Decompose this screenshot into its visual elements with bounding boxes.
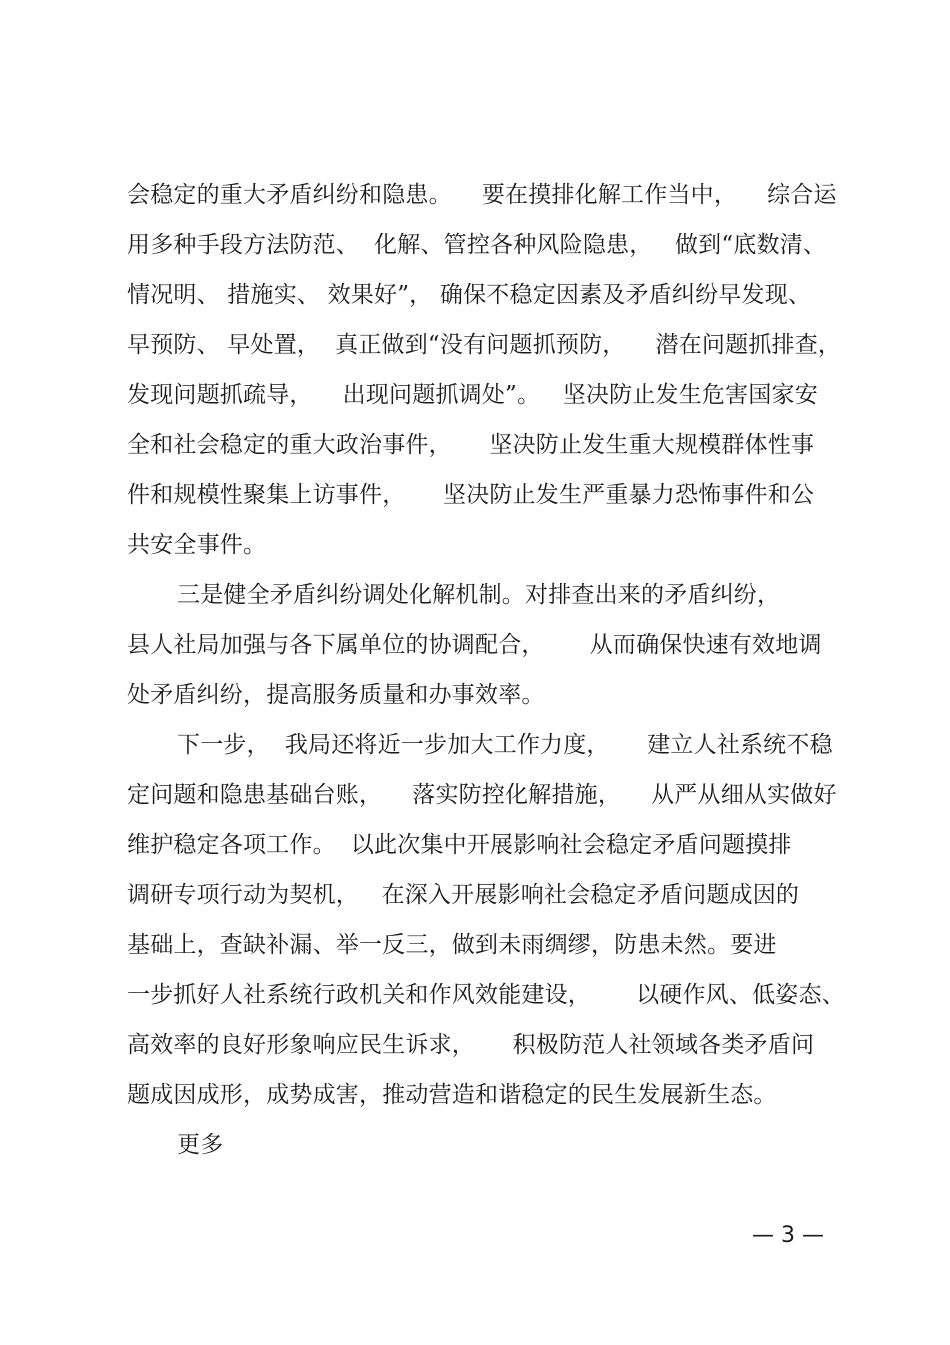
body-line: 发现问题抓疏导， 出现问题抓调处”。 坚决防止发生危害国家安 [127, 382, 818, 408]
body-line: 会稳定的重大矛盾纠纷和隐患。 要在摸排化解工作当中， 综合运 [127, 182, 837, 208]
body-line: 调研专项行动为契机， 在深入开展影响社会稳定矛盾问题成因的 [127, 882, 800, 908]
page-number: — 3 — [752, 1223, 824, 1248]
paragraph-start-line: 三是健全矛盾纠纷调处化解机制。对排查出来的矛盾纠纷， [177, 582, 781, 608]
body-line: 维护稳定各项工作。 以此次集中开展影响社会稳定矛盾问题摸排 [127, 832, 792, 858]
body-line: 高效率的良好形象响应民生诉求， 积极防范人社领域各类矛盾问 [127, 1032, 815, 1058]
more-text: 更多 [177, 1132, 224, 1158]
body-line: 早预防、 早处置， 真正做到“没有问题抓预防， 潜在问题抓排查， [127, 332, 842, 358]
body-line: 全和社会稳定的重大政治事件， 坚决防止发生重大规模群体性事 [127, 432, 815, 458]
body-line: 处矛盾纠纷，提高服务质量和办事效率。 [127, 682, 545, 708]
body-line: 基础上，查缺补漏、举一反三，做到未雨绸缪，防患未然。要进 [127, 932, 777, 958]
body-line: 一步抓好人社系统行政机关和作风效能建设， 以硬作风、低姿态、 [127, 982, 845, 1008]
body-line: 情况明、 措施实、 效果好”， 确保不稳定因素及矛盾纠纷早发现、 [127, 282, 812, 308]
paragraph-start-line: 下一步， 我局还将近一步加大工作力度， 建立人社系统不稳 [177, 732, 833, 758]
body-line: 题成因成形，成势成害，推动营造和谐稳定的民生发展新生态。 [127, 1082, 777, 1108]
body-line: 县人社局加强与各下属单位的协调配合， 从而确保快速有效地调 [127, 632, 822, 658]
body-line: 用多种手段方法防范、 化解、管控各种风险隐患， 做到“底数清、 [127, 232, 827, 258]
body-line: 定问题和隐患基础台账， 落实防控化解措施， 从严从细从实做好 [127, 782, 837, 808]
body-line: 件和规模性聚集上访事件， 坚决防止发生严重暴力恐怖事件和公 [127, 482, 815, 508]
body-line: 共安全事件。 [127, 532, 267, 558]
